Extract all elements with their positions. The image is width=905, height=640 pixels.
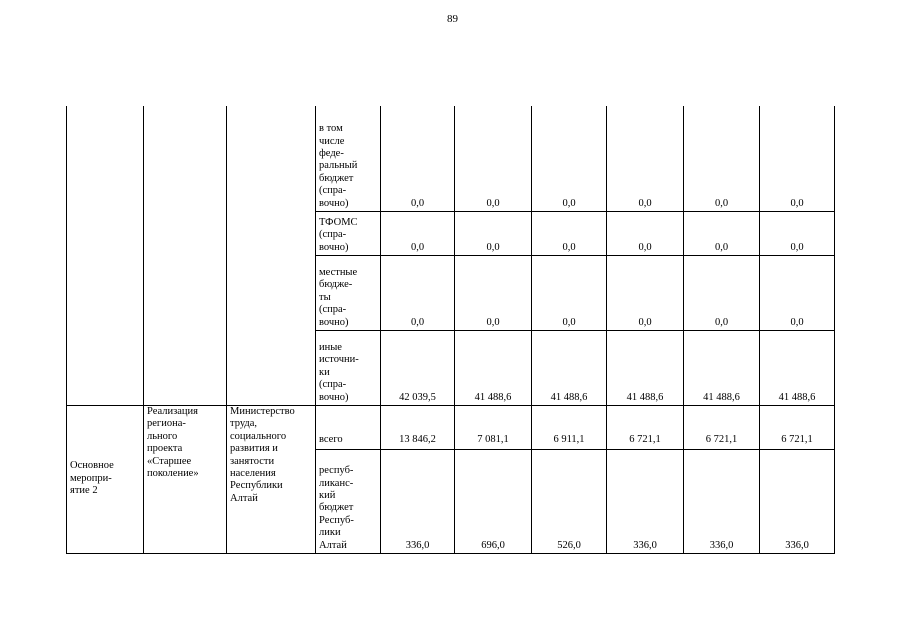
funding-source-cell: ТФОМС (спра- вочно) — [316, 212, 381, 256]
value-cell: 0,0 — [381, 212, 455, 256]
budget-table — [66, 106, 835, 554]
value-cell: 0,0 — [455, 256, 532, 331]
value-cell: 6 721,1 — [607, 406, 684, 450]
value-cell: 0,0 — [607, 106, 684, 212]
value-cell: 336,0 — [381, 450, 455, 554]
value-cell: 336,0 — [607, 450, 684, 554]
value-cell: 41 488,6 — [532, 331, 607, 406]
value-cell: 0,0 — [760, 106, 835, 212]
value-cell: 0,0 — [455, 106, 532, 212]
funding-source-cell: иные источни- ки (спра- вочно) — [316, 331, 381, 406]
funding-source-cell: в том числе феде- ральный бюджет (спра- вочно) — [316, 106, 381, 212]
funding-source-cell: респуб- ликанс- кий бюджет Респуб- лики Алтай — [316, 450, 381, 554]
value-cell: 6 911,1 — [532, 406, 607, 450]
value-cell: 0,0 — [684, 256, 760, 331]
empty-cell — [67, 106, 144, 406]
value-cell: 0,0 — [684, 212, 760, 256]
value-cell: 0,0 — [532, 106, 607, 212]
value-cell: 41 488,6 — [607, 331, 684, 406]
executor-cell: Министерство труда, социального развития и занятости населения Республики Алтай — [227, 406, 316, 554]
value-cell: 0,0 — [760, 256, 835, 331]
value-cell: 41 488,6 — [760, 331, 835, 406]
table-row — [67, 106, 835, 212]
value-cell: 696,0 — [455, 450, 532, 554]
value-cell: 0,0 — [381, 106, 455, 212]
value-cell: 0,0 — [532, 256, 607, 331]
value-cell: 336,0 — [760, 450, 835, 554]
value-cell: 0,0 — [607, 212, 684, 256]
value-cell: 0,0 — [455, 212, 532, 256]
value-cell: 41 488,6 — [455, 331, 532, 406]
value-cell: 42 039,5 — [381, 331, 455, 406]
value-cell: 0,0 — [607, 256, 684, 331]
value-cell: 0,0 — [381, 256, 455, 331]
value-cell: 336,0 — [684, 450, 760, 554]
empty-cell — [144, 106, 227, 406]
value-cell: 41 488,6 — [684, 331, 760, 406]
value-cell: 13 846,2 — [381, 406, 455, 450]
value-cell: 0,0 — [532, 212, 607, 256]
value-cell: 0,0 — [684, 106, 760, 212]
value-cell: 6 721,1 — [684, 406, 760, 450]
funding-source-cell: всего — [316, 406, 381, 450]
value-cell: 526,0 — [532, 450, 607, 554]
value-cell: 7 081,1 — [455, 406, 532, 450]
value-cell: 0,0 — [760, 212, 835, 256]
value-cell: 6 721,1 — [760, 406, 835, 450]
table-row — [67, 406, 835, 450]
event-name-cell: Основное меропри- ятие 2 — [67, 406, 144, 554]
funding-source-cell: местные бюдже- ты (спра- вочно) — [316, 256, 381, 331]
empty-cell — [227, 106, 316, 406]
project-name-cell: Реализация региона- льного проекта «Старшее поколение» — [144, 406, 227, 554]
page-number: 89 — [447, 13, 458, 25]
